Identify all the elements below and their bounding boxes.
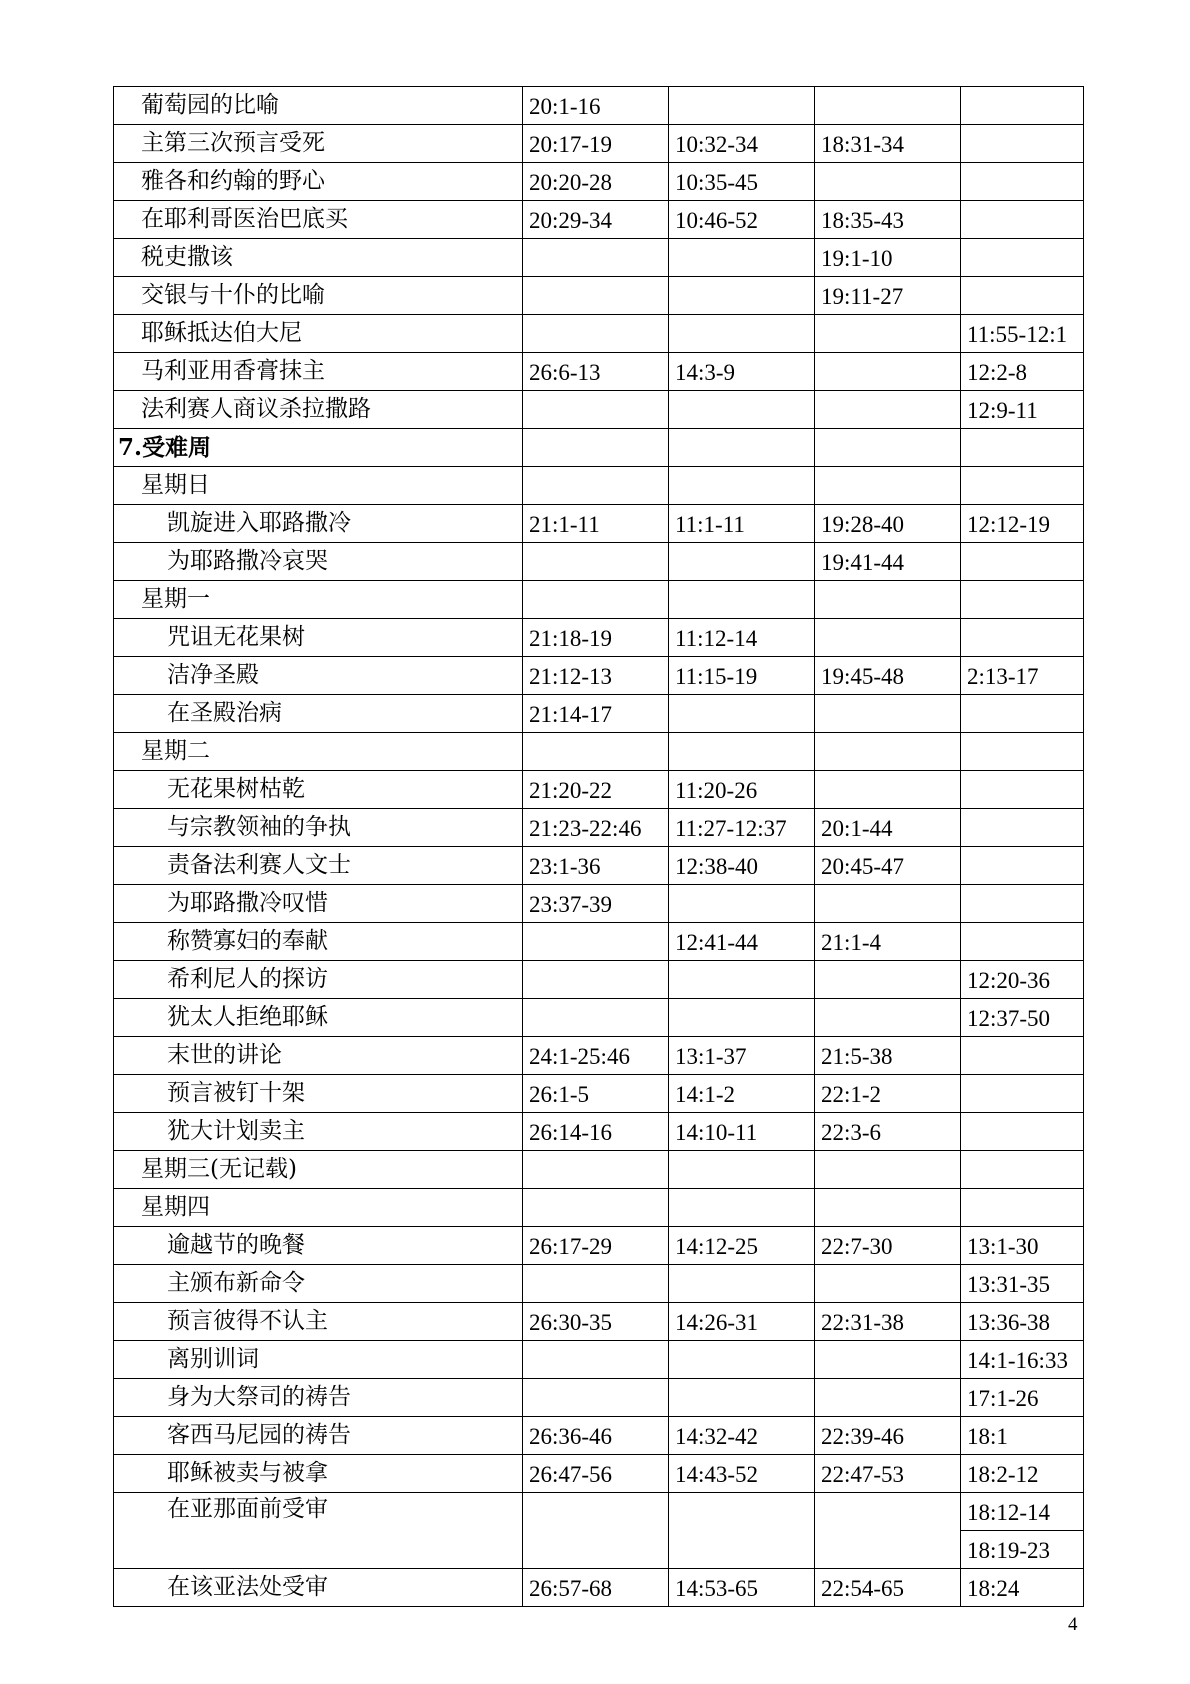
matt-reference: 21:14-17: [523, 695, 669, 733]
table-row: [114, 1341, 1084, 1379]
john-reference: 18:19-23: [961, 1531, 1084, 1569]
luke-reference: [815, 581, 961, 619]
matt-reference: [523, 315, 669, 353]
mark-reference: [669, 1379, 815, 1417]
luke-reference: [815, 1379, 961, 1417]
table-row: [114, 1227, 1084, 1265]
table-row: [114, 695, 1084, 733]
matt-reference: 23:37-39: [523, 885, 669, 923]
luke-reference: [815, 885, 961, 923]
john-reference: [961, 847, 1084, 885]
john-reference: 18:1: [961, 1417, 1084, 1455]
matt-reference: 23:1-36: [523, 847, 669, 885]
luke-reference: [815, 619, 961, 657]
mark-reference: 11:27-12:37: [669, 809, 815, 847]
mark-reference: [669, 429, 815, 467]
table-row: [114, 1569, 1084, 1607]
event-cell: 称赞寡妇的奉献: [114, 923, 523, 961]
luke-reference: [815, 1151, 961, 1189]
table-row: [114, 353, 1084, 391]
john-reference: [961, 125, 1084, 163]
event-cell: 为耶路撒冷哀哭: [114, 543, 523, 581]
mark-reference: [669, 467, 815, 505]
event-cell: 为耶路撒冷叹惜: [114, 885, 523, 923]
luke-reference: 19:1-10: [815, 239, 961, 277]
matt-reference: [523, 1189, 669, 1227]
mark-reference: [669, 543, 815, 581]
event-cell: 在圣殿治病: [114, 695, 523, 733]
matt-reference: [523, 543, 669, 581]
event-cell: 犹大计划卖主: [114, 1113, 523, 1151]
table-row: [114, 1379, 1084, 1417]
mark-reference: [669, 315, 815, 353]
matt-reference: 21:23-22:46: [523, 809, 669, 847]
event-cell: 预言彼得不认主: [114, 1303, 523, 1341]
table-row: [114, 467, 1084, 505]
luke-reference: 22:54-65: [815, 1569, 961, 1607]
mark-reference: [669, 391, 815, 429]
table-row: [114, 885, 1084, 923]
mark-reference: [669, 999, 815, 1037]
john-reference: [961, 1037, 1084, 1075]
john-reference: 12:37-50: [961, 999, 1084, 1037]
mark-reference: 14:26-31: [669, 1303, 815, 1341]
luke-reference: [815, 961, 961, 999]
mark-reference: 10:35-45: [669, 163, 815, 201]
matt-reference: [523, 923, 669, 961]
matt-reference: 26:1-5: [523, 1075, 669, 1113]
event-cell: 身为大祭司的祷告: [114, 1379, 523, 1417]
mark-reference: 11:15-19: [669, 657, 815, 695]
john-reference: [961, 201, 1084, 239]
table-row: [114, 87, 1084, 125]
luke-reference: [815, 1265, 961, 1303]
matt-reference: 21:18-19: [523, 619, 669, 657]
john-reference: [961, 239, 1084, 277]
matt-reference: [523, 733, 669, 771]
john-reference: 12:2-8: [961, 353, 1084, 391]
event-cell: 葡萄园的比喻: [114, 87, 523, 125]
luke-reference: [815, 391, 961, 429]
event-cell: 法利赛人商议杀拉撒路: [114, 391, 523, 429]
mark-reference: 14:3-9: [669, 353, 815, 391]
event-cell: 交银与十仆的比喻: [114, 277, 523, 315]
john-reference: [961, 1113, 1084, 1151]
matt-reference: [523, 391, 669, 429]
table-row: [114, 1075, 1084, 1113]
mark-reference: 14:43-52: [669, 1455, 815, 1493]
luke-reference: 19:11-27: [815, 277, 961, 315]
john-reference: [961, 87, 1084, 125]
matt-reference: 26:30-35: [523, 1303, 669, 1341]
event-cell: 与宗教领袖的争执: [114, 809, 523, 847]
event-cell: 星期日: [114, 467, 523, 505]
matt-reference: [523, 1151, 669, 1189]
event-cell: 星期一: [114, 581, 523, 619]
luke-reference: 21:1-4: [815, 923, 961, 961]
mark-reference: [669, 277, 815, 315]
luke-reference: [815, 771, 961, 809]
luke-reference: [815, 315, 961, 353]
table-row: [114, 163, 1084, 201]
event-cell: 星期二: [114, 733, 523, 771]
john-reference: [961, 809, 1084, 847]
table-row: [114, 961, 1084, 999]
event-cell: 洁净圣殿: [114, 657, 523, 695]
event-cell: 税吏撒该: [114, 239, 523, 277]
john-reference: [961, 1151, 1084, 1189]
mark-reference: 10:32-34: [669, 125, 815, 163]
john-reference: 18:24: [961, 1569, 1084, 1607]
table-row: [114, 1151, 1084, 1189]
luke-reference: [815, 163, 961, 201]
luke-reference: 22:3-6: [815, 1113, 961, 1151]
table-row: [114, 1303, 1084, 1341]
mark-reference: 14:10-11: [669, 1113, 815, 1151]
mark-reference: 11:1-11: [669, 505, 815, 543]
matt-reference: [523, 277, 669, 315]
matt-reference: [523, 1493, 669, 1569]
table-row: [114, 505, 1084, 543]
table-row: [114, 809, 1084, 847]
matt-reference: 26:36-46: [523, 1417, 669, 1455]
luke-reference: [815, 1493, 961, 1569]
table-row: [114, 1417, 1084, 1455]
john-reference: [961, 885, 1084, 923]
table-row: [114, 999, 1084, 1037]
luke-reference: 22:7-30: [815, 1227, 961, 1265]
event-cell: 末世的讲论: [114, 1037, 523, 1075]
john-reference: [961, 1189, 1084, 1227]
mark-reference: [669, 1189, 815, 1227]
table-row: [114, 1265, 1084, 1303]
luke-reference: 19:28-40: [815, 505, 961, 543]
matt-reference: [523, 961, 669, 999]
table-row: [114, 1189, 1084, 1227]
mark-reference: [669, 581, 815, 619]
event-cell: 无花果树枯乾: [114, 771, 523, 809]
table-row: [114, 657, 1084, 695]
luke-reference: 19:45-48: [815, 657, 961, 695]
mark-reference: 14:12-25: [669, 1227, 815, 1265]
mark-reference: [669, 1265, 815, 1303]
john-reference: [961, 695, 1084, 733]
event-cell: 凯旋进入耶路撒冷: [114, 505, 523, 543]
table-row: [114, 125, 1084, 163]
table-row: [114, 429, 1084, 467]
table-row: [114, 1037, 1084, 1075]
john-reference: 18:12-14: [961, 1493, 1084, 1531]
luke-reference: 20:45-47: [815, 847, 961, 885]
matt-reference: 21:12-13: [523, 657, 669, 695]
john-reference: 12:9-11: [961, 391, 1084, 429]
event-cell: 雅各和约翰的野心: [114, 163, 523, 201]
table-row: [114, 315, 1084, 353]
john-reference: 18:2-12: [961, 1455, 1084, 1493]
table-row: [114, 1493, 1084, 1531]
table-row: [114, 543, 1084, 581]
event-cell: 离别训词: [114, 1341, 523, 1379]
luke-reference: 21:5-38: [815, 1037, 961, 1075]
table-row: [114, 239, 1084, 277]
matt-reference: [523, 1265, 669, 1303]
matt-reference: [523, 999, 669, 1037]
luke-reference: 22:39-46: [815, 1417, 961, 1455]
mark-reference: [669, 1151, 815, 1189]
matt-reference: 21:1-11: [523, 505, 669, 543]
matt-reference: [523, 1379, 669, 1417]
mark-reference: [669, 87, 815, 125]
table-row: [114, 391, 1084, 429]
mark-reference: [669, 239, 815, 277]
event-cell: 马利亚用香膏抹主: [114, 353, 523, 391]
luke-reference: 22:31-38: [815, 1303, 961, 1341]
section-heading: 7.受难周: [114, 429, 523, 467]
event-cell: 责备法利赛人文士: [114, 847, 523, 885]
luke-reference: [815, 999, 961, 1037]
john-reference: [961, 429, 1084, 467]
matt-reference: 24:1-25:46: [523, 1037, 669, 1075]
john-reference: [961, 581, 1084, 619]
matt-reference: 20:20-28: [523, 163, 669, 201]
event-cell: 在耶利哥医治巴底买: [114, 201, 523, 239]
table-row: [114, 1113, 1084, 1151]
mark-reference: 14:1-2: [669, 1075, 815, 1113]
luke-reference: 18:35-43: [815, 201, 961, 239]
event-cell: 耶稣被卖与被拿: [114, 1455, 523, 1493]
john-reference: [961, 733, 1084, 771]
mark-reference: [669, 885, 815, 923]
event-cell: 主颁布新命令: [114, 1265, 523, 1303]
luke-reference: 19:41-44: [815, 543, 961, 581]
matt-reference: [523, 1341, 669, 1379]
table-row: [114, 771, 1084, 809]
john-reference: 13:36-38: [961, 1303, 1084, 1341]
john-reference: [961, 277, 1084, 315]
luke-reference: [815, 353, 961, 391]
table-body: [114, 87, 1084, 1607]
matt-reference: [523, 239, 669, 277]
matt-reference: 26:57-68: [523, 1569, 669, 1607]
john-reference: 12:12-19: [961, 505, 1084, 543]
mark-reference: [669, 695, 815, 733]
luke-reference: 22:1-2: [815, 1075, 961, 1113]
event-cell: 在亚那面前受审: [114, 1493, 523, 1569]
john-reference: [961, 923, 1084, 961]
mark-reference: 10:46-52: [669, 201, 815, 239]
table-row: [114, 201, 1084, 239]
table-row: [114, 1455, 1084, 1493]
mark-reference: 14:32-42: [669, 1417, 815, 1455]
john-reference: 13:1-30: [961, 1227, 1084, 1265]
page-number: 4: [1068, 1614, 1078, 1635]
luke-reference: 20:1-44: [815, 809, 961, 847]
mark-reference: 14:53-65: [669, 1569, 815, 1607]
mark-reference: 11:20-26: [669, 771, 815, 809]
table-row: [114, 619, 1084, 657]
matt-reference: 26:47-56: [523, 1455, 669, 1493]
mark-reference: 11:12-14: [669, 619, 815, 657]
john-reference: 11:55-12:1: [961, 315, 1084, 353]
event-cell: 耶稣抵达伯大尼: [114, 315, 523, 353]
john-reference: 2:13-17: [961, 657, 1084, 695]
mark-reference: 13:1-37: [669, 1037, 815, 1075]
matt-reference: 20:17-19: [523, 125, 669, 163]
john-reference: 14:1-16:33: [961, 1341, 1084, 1379]
matt-reference: 26:17-29: [523, 1227, 669, 1265]
table-row: [114, 847, 1084, 885]
event-cell: 在该亚法处受审: [114, 1569, 523, 1607]
matt-reference: 20:1-16: [523, 87, 669, 125]
mark-reference: [669, 1341, 815, 1379]
table-row: [114, 277, 1084, 315]
event-cell: 客西马尼园的祷告: [114, 1417, 523, 1455]
john-reference: [961, 163, 1084, 201]
john-reference: 12:20-36: [961, 961, 1084, 999]
john-reference: [961, 1075, 1084, 1113]
matt-reference: 26:6-13: [523, 353, 669, 391]
gospel-harmony-table: [113, 86, 1084, 1607]
luke-reference: [815, 87, 961, 125]
mark-reference: [669, 733, 815, 771]
matt-reference: 20:29-34: [523, 201, 669, 239]
matt-reference: [523, 429, 669, 467]
event-cell: 主第三次预言受死: [114, 125, 523, 163]
matt-reference: [523, 581, 669, 619]
john-reference: [961, 619, 1084, 657]
john-reference: [961, 467, 1084, 505]
event-cell: 希利尼人的探访: [114, 961, 523, 999]
table-row: [114, 923, 1084, 961]
matt-reference: 21:20-22: [523, 771, 669, 809]
event-cell: 逾越节的晚餐: [114, 1227, 523, 1265]
table-row: [114, 581, 1084, 619]
luke-reference: [815, 695, 961, 733]
john-reference: 17:1-26: [961, 1379, 1084, 1417]
john-reference: [961, 543, 1084, 581]
mark-reference: 12:41-44: [669, 923, 815, 961]
luke-reference: 22:47-53: [815, 1455, 961, 1493]
event-cell: 预言被钉十架: [114, 1075, 523, 1113]
luke-reference: [815, 467, 961, 505]
john-reference: [961, 771, 1084, 809]
luke-reference: [815, 1341, 961, 1379]
matt-reference: 26:14-16: [523, 1113, 669, 1151]
luke-reference: 18:31-34: [815, 125, 961, 163]
mark-reference: [669, 961, 815, 999]
event-cell: 星期三(无记载): [114, 1151, 523, 1189]
matt-reference: [523, 467, 669, 505]
mark-reference: [669, 1493, 815, 1569]
john-reference: 13:31-35: [961, 1265, 1084, 1303]
luke-reference: [815, 1189, 961, 1227]
luke-reference: [815, 733, 961, 771]
mark-reference: 12:38-40: [669, 847, 815, 885]
event-cell: 咒诅无花果树: [114, 619, 523, 657]
luke-reference: [815, 429, 961, 467]
table-row: [114, 733, 1084, 771]
event-cell: 星期四: [114, 1189, 523, 1227]
event-cell: 犹太人拒绝耶稣: [114, 999, 523, 1037]
